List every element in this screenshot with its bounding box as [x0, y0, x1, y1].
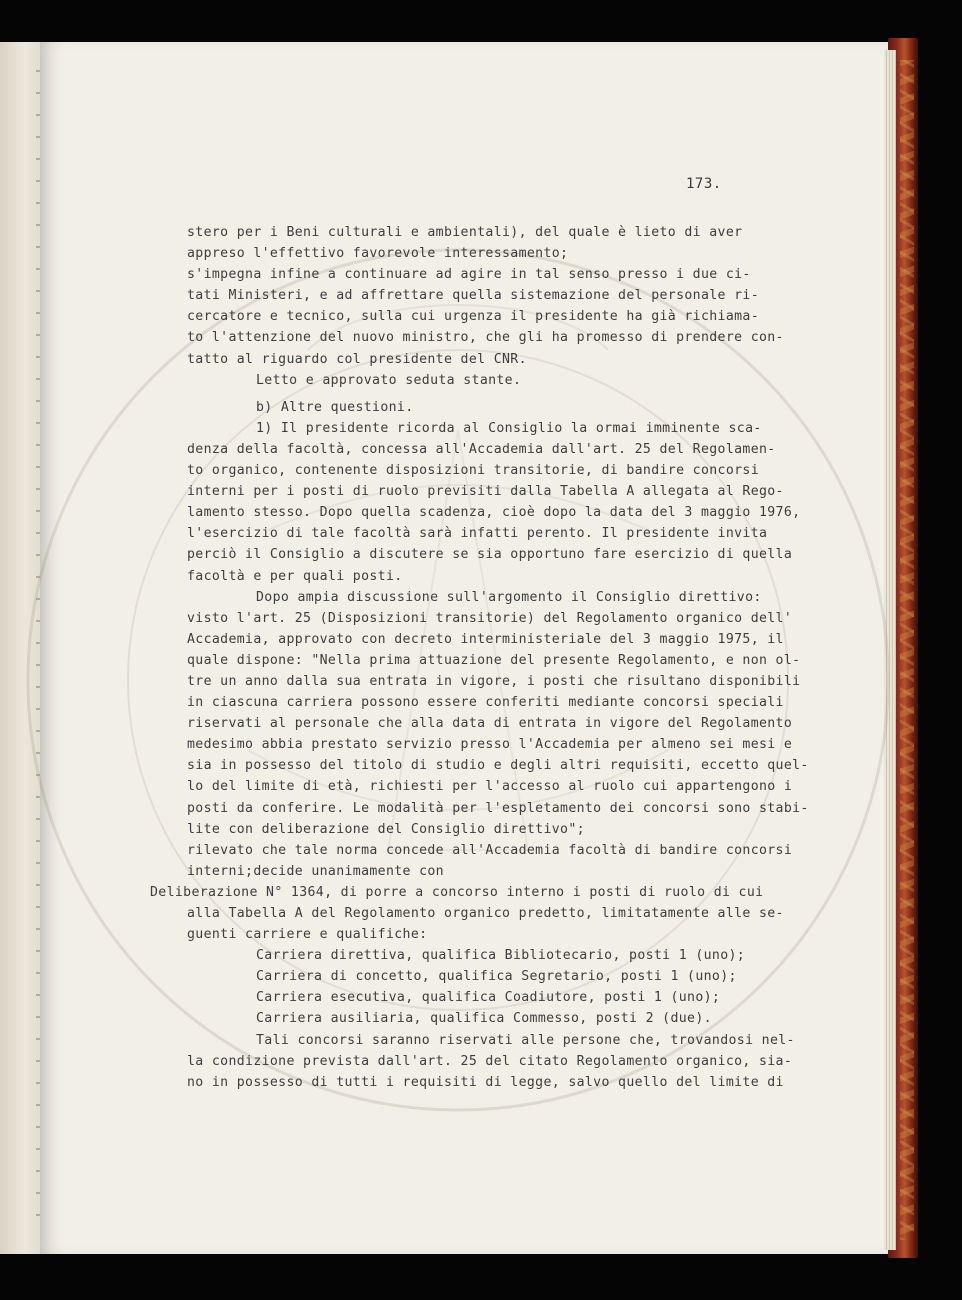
text-line: lamento stesso. Dopo quella scadenza, cioè dopo la data del 3 maggio 1976,: [187, 505, 801, 521]
document-body: [150, 222, 850, 1093]
text-line: to organico, contenente disposizioni transitorie, di bandire concorsi: [187, 463, 759, 479]
page-stack-edge: [884, 50, 896, 1250]
text-line: posti da conferire. Le modalità per l'espletamento dei concorsi sono stabi-: [187, 800, 809, 816]
text-line: medesimo abbia prestato servizio presso l'Accademia per almeno sei mesi e: [187, 737, 793, 753]
text-line: Tali concorsi saranno riservati alle persone che, trovandosi nel-: [256, 1032, 795, 1048]
text-line: stero per i Beni culturali e ambientali), del quale è lieto di aver: [187, 225, 743, 240]
text-line: guenti carriere e qualifiche:: [187, 927, 428, 943]
text-line: tre un anno dalla sua entrata in vigore, i posti che risultano disponibili: [187, 673, 801, 689]
text-line: perciò il Consiglio a discutere se sia opportuno fare esercizio di quella: [187, 547, 793, 563]
text-line: cercatore e tecnico, sulla cui urgenza il presidente ha già richiama-: [187, 309, 759, 325]
text-line: no in possesso di tutti i requisiti di legge, salvo quello del limite di: [187, 1074, 784, 1090]
text-line: sia in possesso del titolo di studio e degli altri requisiti, eccetto quel-: [187, 758, 809, 774]
text-line: in ciascuna carriera possono essere conferiti mediante concorsi speciali: [187, 695, 784, 711]
text-line: la condizione prevista dall'art. 25 del citato Regolamento organico, sia-: [187, 1053, 793, 1069]
text-line: tatto al riguardo col presidente del CNR.: [187, 351, 527, 367]
text-line: lo del limite di età, richiesti per l'accesso al ruolo cui appartengono i: [187, 779, 793, 795]
text-line: riservati al personale che alla data di entrata in vigore del Regolamento: [187, 716, 793, 732]
text-line: Carriera esecutiva, qualifica Coadiutore, posti 1 (uno);: [256, 990, 721, 1006]
text-line: tati Ministeri, e ad affrettare quella sistemazione del personale ri-: [187, 288, 759, 304]
text-line: lite con deliberazione del Consiglio direttivo";: [187, 821, 585, 837]
text-line: Carriera direttiva, qualifica Bibliotecario, posti 1 (uno);: [256, 948, 746, 964]
text-line: Carriera ausiliaria, qualifica Commesso, posti 2 (due).: [256, 1011, 712, 1027]
text-line: denza della facoltà, concessa all'Accademia dall'art. 25 del Regolamen-: [187, 441, 776, 457]
facing-page-edge: [0, 42, 40, 1254]
text-line: Accademia, approvato con decreto interministeriale del 3 maggio 1975, il: [187, 631, 784, 647]
page-number: 173.: [686, 176, 722, 192]
text-line: to l'attenzione del nuovo ministro, che gli ha promesso di prendere con-: [187, 330, 784, 346]
marbled-edge: [900, 60, 914, 1240]
text-line: quale dispone: "Nella prima attuazione del presente Regolamento, e non ol-: [187, 652, 801, 668]
text-line: alla Tabella A del Regolamento organico predetto, limitatamente alle se-: [187, 906, 784, 921]
text-line: visto l'art. 25 (Disposizioni transitorie) del Regolamento organico dell': [187, 610, 793, 626]
text-line: facoltà e per quali posti.: [187, 568, 403, 584]
text-line: b) Altre questioni.: [256, 399, 414, 415]
text-line: Deliberazione N° 1364, di porre a concorso interno i posti di ruolo di cui: [150, 884, 764, 900]
gutter-stitching: [36, 70, 40, 1230]
text-line: l'esercizio di tale facoltà sarà infatti perento. Il presidente invita: [187, 526, 768, 542]
text-line: rilevato che tale norma concede all'Accademia facoltà di bandire concorsi: [187, 842, 793, 858]
text-line: Carriera di concetto, qualifica Segretario, posti 1 (uno);: [256, 969, 737, 985]
text-line: Dopo ampia discussione sull'argomento il Consiglio direttivo:: [256, 589, 762, 605]
text-line: interni per i posti di ruolo previsiti dalla Tabella A allegata al Rego-: [187, 484, 784, 500]
text-line: interni;decide unanimamente con: [187, 863, 444, 879]
text-line: appreso l'effettivo favorevole interessamento;: [187, 246, 569, 262]
text-line: Letto e approvato seduta stante.: [256, 372, 522, 388]
text-line: s'impegna infine a continuare ad agire in tal senso presso i due ci-: [187, 267, 751, 283]
text-line: 1) Il presidente ricorda al Consiglio la ormai imminente sca-: [256, 420, 762, 436]
